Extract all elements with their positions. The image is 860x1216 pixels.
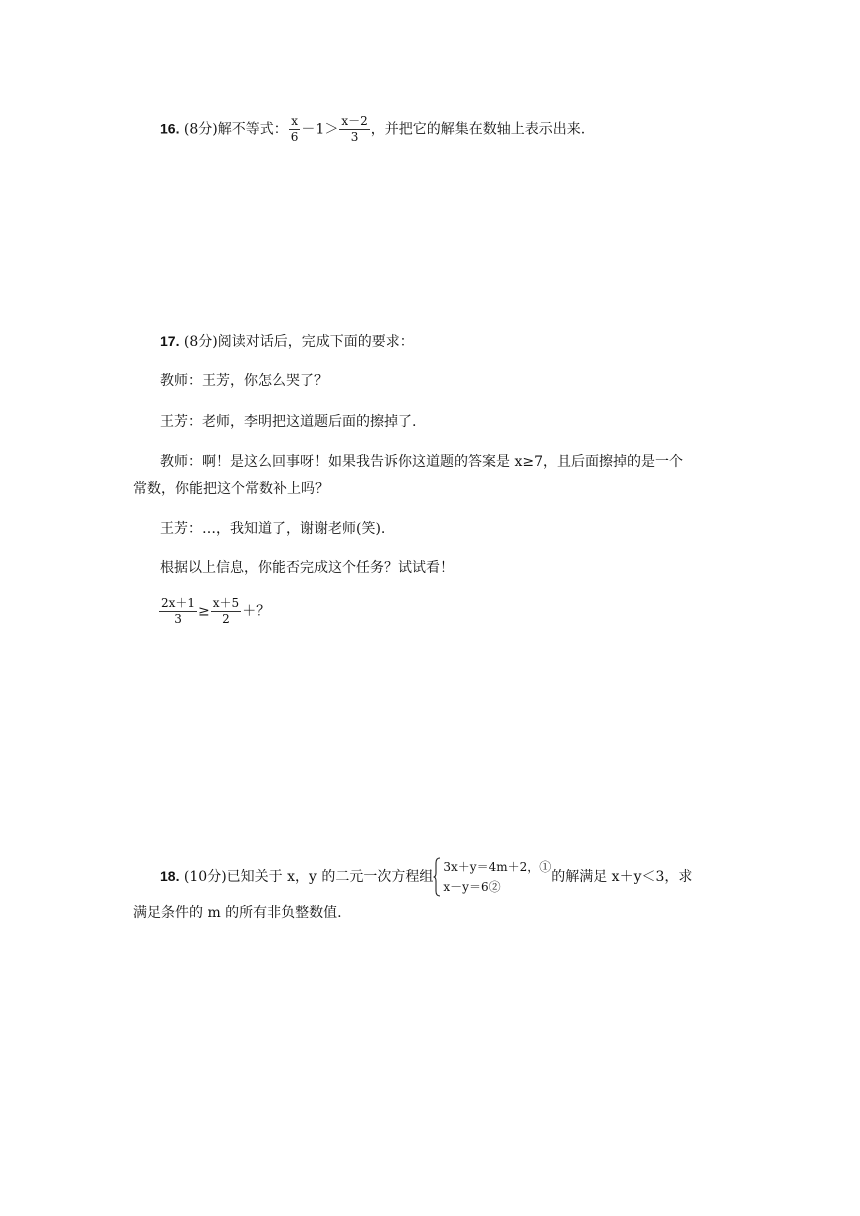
fraction-2x-plus-1-over-3: $\frac{2x+1}{3}$: [161, 596, 196, 626]
dialogue-line-4: 王芳：…，我知道了，谢谢老师(笑).: [160, 521, 386, 537]
question-16-score: (8分): [183, 121, 218, 138]
question-18-score: (10分): [183, 869, 227, 885]
dialogue-line-5: 根据以上信息，你能否完成这个任务？试试看！: [160, 560, 454, 576]
equation-system: [433, 857, 551, 897]
question-18-line-2: 满足条件的 m 的所有非负整数值.: [133, 905, 342, 921]
dialogue-line-2: 王芳：老师，李明把这道题后面的擦掉了.: [160, 414, 417, 430]
left-brace-icon: [433, 857, 441, 897]
equation-2: x－y＝6②: [443, 880, 501, 894]
question-17-prompt: 阅读对话后，完成下面的要求：: [217, 334, 414, 350]
expression-tail: ＋？: [242, 603, 271, 620]
fraction-x-plus-5-over-2: $\frac{x+5}{2}$: [212, 596, 240, 626]
relation-symbol: ≥: [198, 603, 210, 620]
inequality-middle: －1＞: [301, 121, 339, 138]
fraction-x-over-6: $\frac{x}{6}$: [290, 114, 299, 144]
question-16-number: 16.: [160, 120, 180, 137]
question-18-number: 18.: [160, 868, 180, 884]
question-16: [160, 114, 585, 145]
question-17-heading: [160, 331, 414, 352]
question-16-prompt: 解不等式：: [217, 121, 288, 138]
question-18: [160, 856, 692, 900]
question-18-tail: 的解满足 x＋y＜3，求: [551, 869, 693, 885]
equation-1: 3x＋y＝4m＋2，①: [443, 860, 552, 874]
dialogue-line-1: 教师：王芳，你怎么哭了？: [160, 373, 328, 389]
question-18-prompt: 已知关于 x，y 的二元一次方程组: [226, 869, 434, 885]
question-17-expression: [158, 596, 270, 627]
fraction-x-minus-2-over-3: $\frac{x-2}{3}$: [341, 114, 368, 144]
dialogue-line-3a: 教师：啊！是这么回事呀！如果我告诉你这道题的答案是 x≥7，且后面擦掉的是一个: [160, 454, 683, 470]
dialogue-line-3b: 常数，你能把这个常数补上吗？: [133, 481, 329, 497]
question-17-number: 17.: [160, 333, 180, 349]
question-17-score: (8分): [183, 334, 218, 350]
question-16-tail: ，并把它的解集在数轴上表示出来.: [370, 121, 586, 138]
